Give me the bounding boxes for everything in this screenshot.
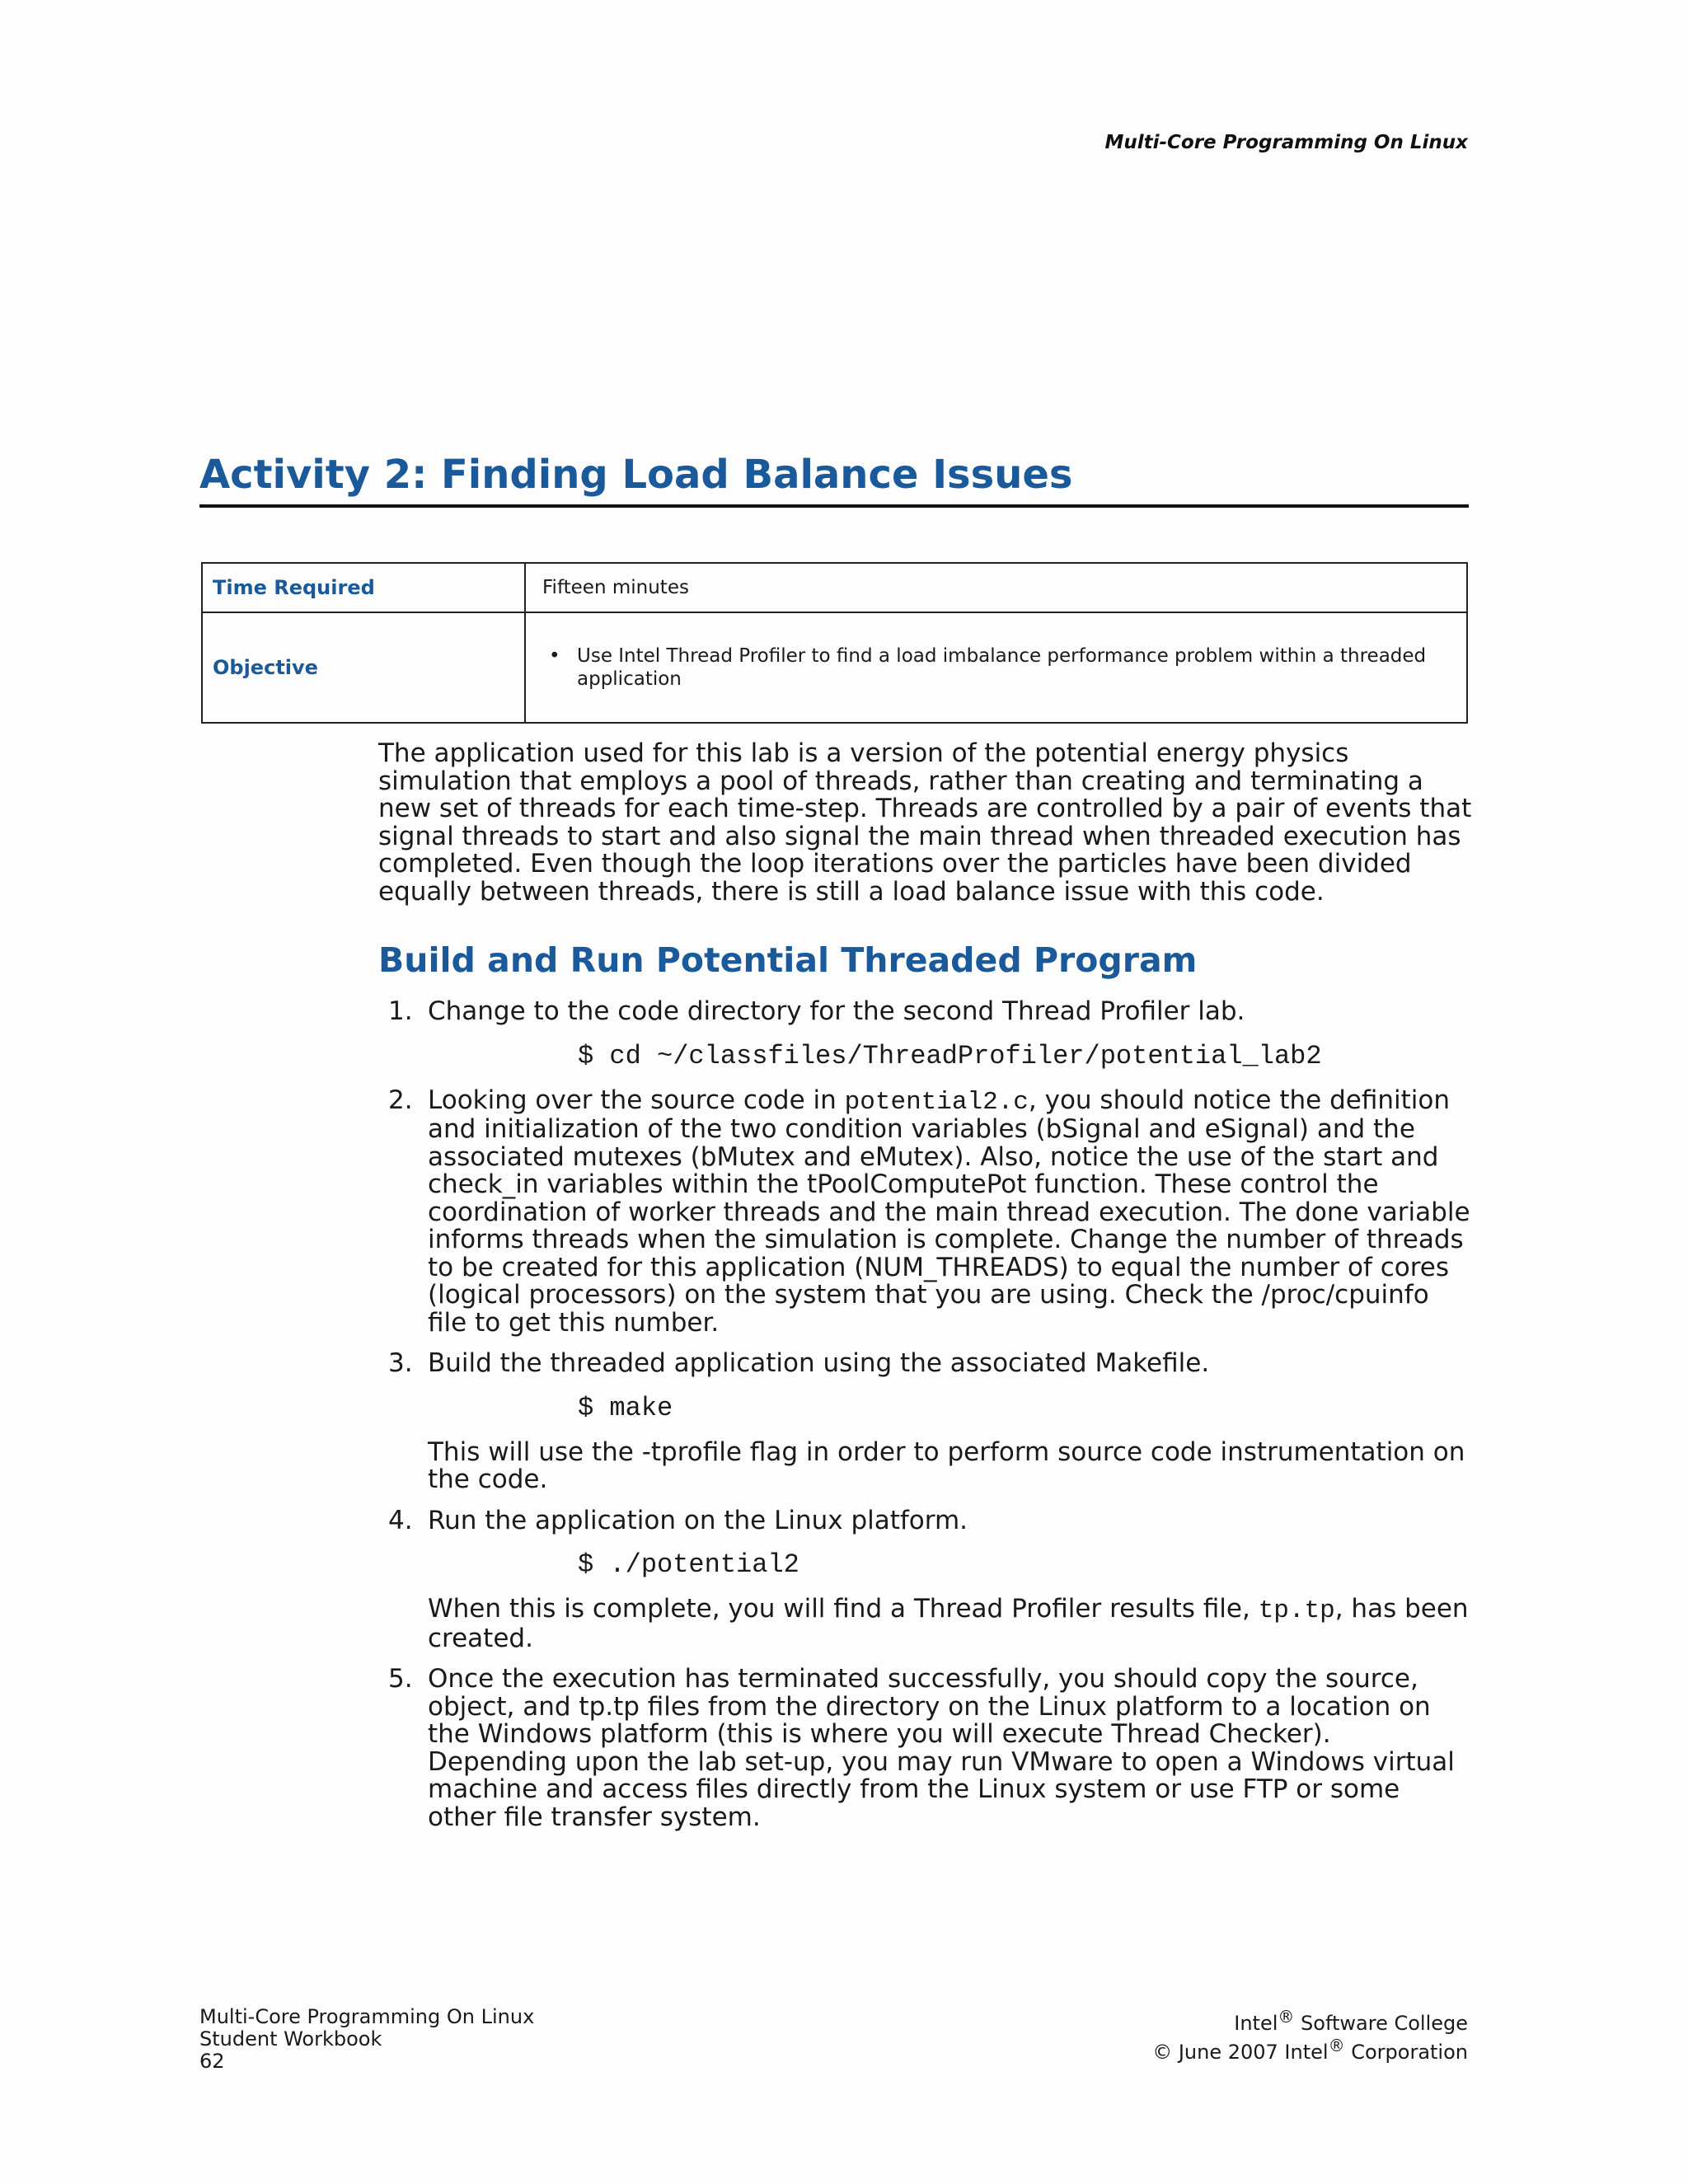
step-2 (378, 1087, 1475, 1338)
step-4 (378, 1507, 1475, 1653)
step-text: Change to the code directory for the second Thread Profiler lab. (428, 996, 1245, 1026)
objective-item (549, 644, 1447, 691)
step-text: Build the threaded application using the associated Makefile. (428, 1348, 1210, 1378)
step-text (428, 1087, 1475, 1338)
page-number: 62 (199, 2050, 225, 2073)
step-number: 4. (388, 1505, 413, 1535)
activity-info-table (201, 562, 1468, 724)
footer-text: Intel (1234, 2012, 1278, 2035)
footer-text: Software College (1301, 2012, 1468, 2035)
section-heading: Build and Run Potential Threaded Program (378, 940, 1198, 980)
step-1 (378, 998, 1475, 1072)
step-text: Run the application on the Linux platform. (428, 1505, 968, 1535)
footer-left (199, 2006, 534, 2073)
command-line: $ ./potential2 (578, 1549, 799, 1580)
command-line: $ make (578, 1392, 673, 1423)
footer-publisher (1152, 2006, 1468, 2035)
main-content (378, 740, 1475, 1844)
registered-mark: ® (1278, 2007, 1295, 2027)
step-number: 3. (388, 1348, 413, 1378)
footer-text: © June 2007 Intel (1152, 2041, 1329, 2064)
command-line: $ cd ~/classfiles/ThreadProfiler/potential_lab2 (578, 1040, 1322, 1071)
filename-code: tp.tp (1258, 1596, 1335, 1625)
bullet-icon: • (549, 645, 560, 667)
objective-value (525, 612, 1467, 723)
steps-list (378, 998, 1475, 1831)
registered-mark: ® (1328, 2036, 1345, 2055)
running-header: Multi-Core Programming On Linux (1104, 132, 1468, 153)
step-text-part: Looking over the source code in (428, 1085, 845, 1115)
step-text-part: When this is complete, you will find a Thread Profiler results file, (428, 1594, 1259, 1624)
step-note (428, 1596, 1475, 1652)
time-required-label: Time Required (202, 563, 525, 612)
objective-row (202, 612, 1467, 723)
objective-item-text: Use Intel Thread Profiler to find a load imbalance performance problem within a threaded application (577, 645, 1427, 690)
step-5 (378, 1666, 1475, 1831)
footer-workbook: Student Workbook (199, 2027, 382, 2050)
footer-copyright (1152, 2035, 1468, 2064)
footer-right (1152, 2006, 1468, 2064)
objective-list (542, 644, 1447, 691)
footer-text: Corporation (1351, 2041, 1468, 2064)
step-number: 2. (388, 1085, 413, 1115)
filename-code: potential2.c (844, 1087, 1029, 1117)
objective-label: Objective (202, 612, 525, 723)
time-required-value: Fifteen minutes (525, 563, 1467, 612)
step-text-part: , you should notice the definition and initialization of the two condition variables (bSignal and eSignal) and the associated mutexes (bMutex and eMutex). Also, notice the use of the start and check_in variables within the tPoolComputePot function. These control the coordination of worker threads and the main thread execution. The done variable informs threads when the simulation is complete. Change the number of threads to be created for this application (NUM_THREADS) to equal the number of cores (logical processors) on the system that you are using. Check the /proc/cpuinfo file to get this number. (428, 1085, 1470, 1338)
step-note: This will use the -tprofile flag in order to perform source code instrumentation on the code. (428, 1436, 1465, 1494)
step-text-part: , has been created. (428, 1594, 1469, 1653)
step-number: 1. (388, 996, 413, 1026)
activity-title: Activity 2: Finding Load Balance Issues (199, 452, 1469, 508)
intro-paragraph: The application used for this lab is a version of the potential energy physics simulation that employs a pool of threads, rather than creating and terminating a new set of threads for each time-step. Threads are controlled by a pair of events that signal threads to start and also signal the main thread when threaded execution has completed. Even though the loop iterations over the particles have been divided equally between threads, there is still a load balance issue with this code. (378, 738, 1472, 907)
step-number: 5. (388, 1664, 413, 1694)
footer-course-title: Multi-Core Programming On Linux (199, 2005, 535, 2028)
step-text: Once the execution has terminated successfully, you should copy the source, object, and tp.tp files from the directory on the Linux platform to a location on the Windows platform (this is where you will execute Thread Checker). Depending upon the lab set-up, you may run VMware to open a Windows virtual machine and access files directly from the Linux system or use FTP or some other file transfer system. (428, 1664, 1455, 1832)
time-required-row (202, 563, 1467, 612)
step-3 (378, 1350, 1475, 1494)
